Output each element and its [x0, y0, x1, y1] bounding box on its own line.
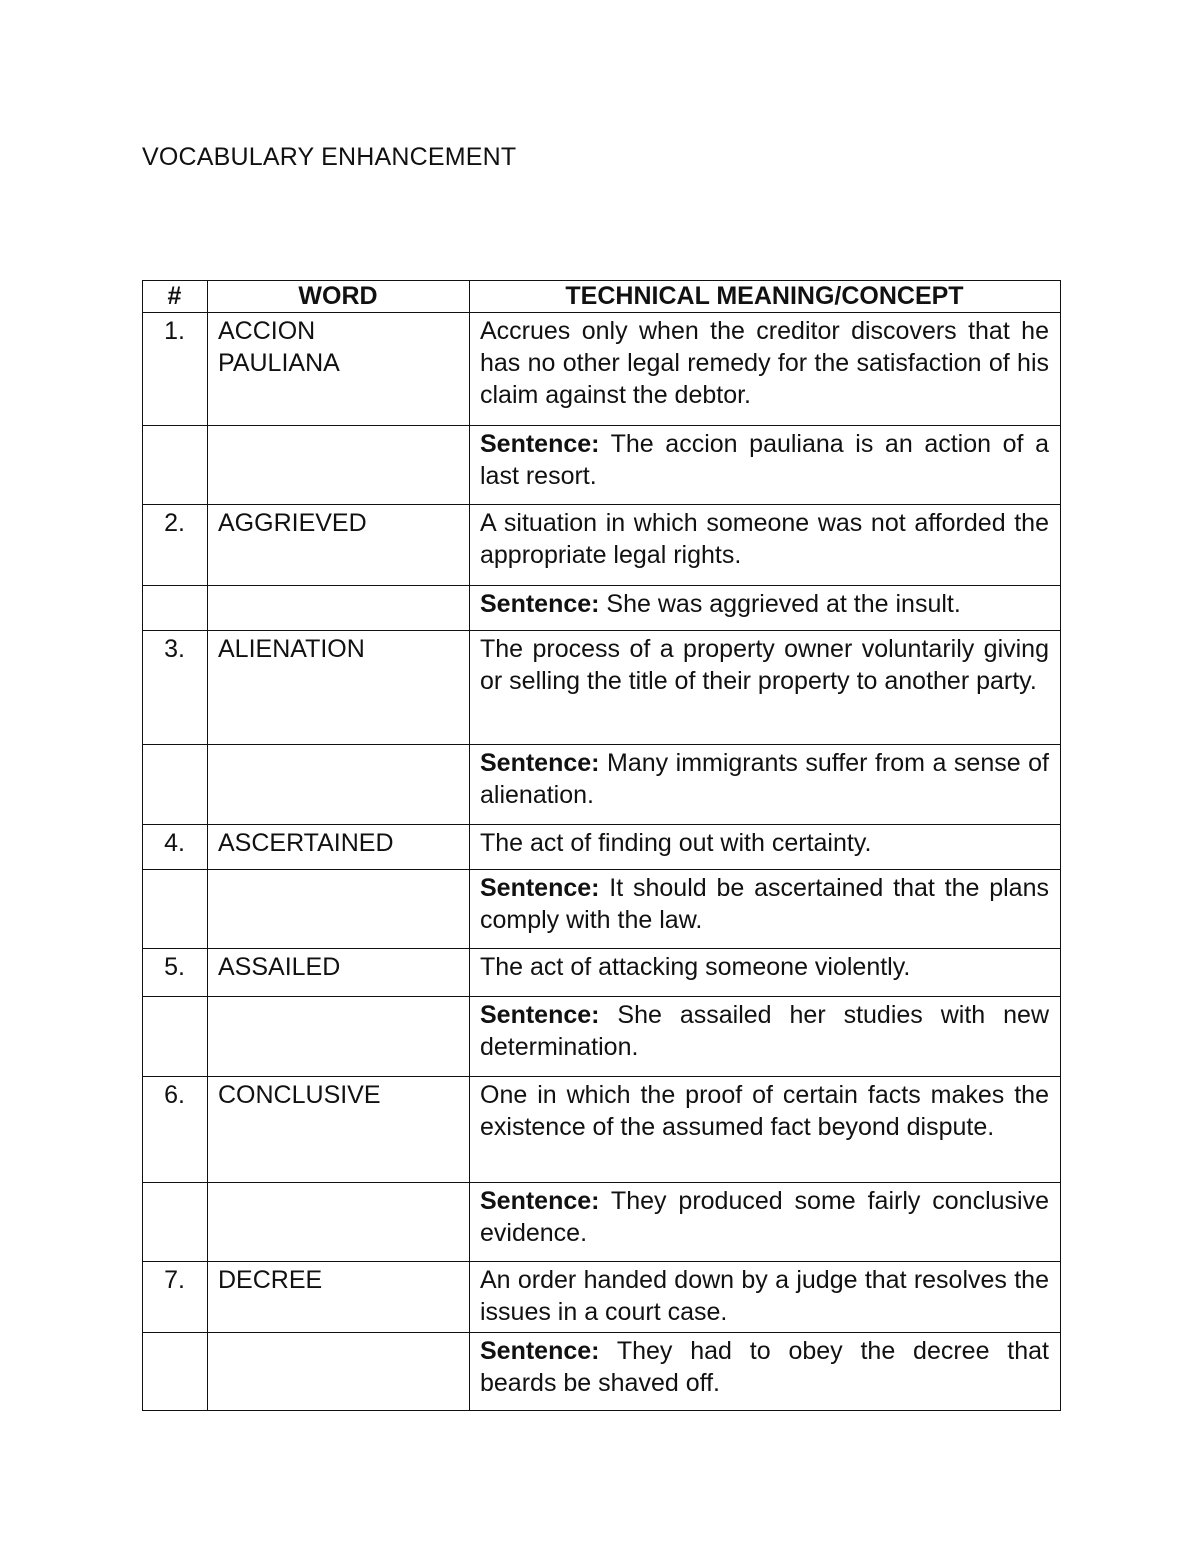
empty-cell: [208, 1183, 470, 1262]
entry-word-text: ACCION PAULIANA: [218, 317, 340, 377]
table-row: [143, 1077, 1061, 1183]
empty-cell: [143, 997, 208, 1077]
entry-number: 3.: [143, 631, 208, 745]
table-row: [143, 745, 1061, 825]
table-row: [143, 313, 1061, 426]
sentence-label: Sentence:: [480, 1001, 600, 1029]
entry-sentence: [470, 1183, 1061, 1262]
entry-number: 6.: [143, 1077, 208, 1183]
table-row: [143, 1262, 1061, 1333]
sentence-text: The accion pauliana is an action of a last resort.: [480, 430, 1049, 490]
sentence-label: Sentence:: [480, 874, 600, 902]
entry-sentence: [470, 745, 1061, 825]
empty-cell: [208, 745, 470, 825]
empty-cell: [143, 745, 208, 825]
sentence-label: Sentence:: [480, 430, 600, 458]
table-row: [143, 870, 1061, 949]
sentence-label: Sentence:: [480, 590, 600, 618]
entry-meaning: An order handed down by a judge that resolves the issues in a court case.: [470, 1262, 1061, 1333]
table-row: [143, 631, 1061, 745]
header-word: WORD: [208, 281, 470, 313]
entry-word: ASCERTAINED: [208, 825, 470, 870]
entry-meaning: The act of finding out with certainty.: [470, 825, 1061, 870]
sentence-text: They had to obey the decree that beards be shaved off.: [480, 1337, 1049, 1397]
empty-cell: [143, 1183, 208, 1262]
empty-cell: [143, 586, 208, 631]
table-row: [143, 586, 1061, 631]
table-row: [143, 825, 1061, 870]
empty-cell: [143, 426, 208, 505]
empty-cell: [208, 1333, 470, 1411]
sentence-label: Sentence:: [480, 749, 600, 777]
entry-meaning: One in which the proof of certain facts makes the existence of the assumed fact beyond dispute.: [470, 1077, 1061, 1183]
header-number: #: [143, 281, 208, 313]
entry-word: [208, 313, 470, 426]
table-header-row: [143, 281, 1061, 313]
empty-cell: [208, 870, 470, 949]
entry-number: 7.: [143, 1262, 208, 1333]
sentence-text: She was aggrieved at the insult.: [599, 590, 961, 618]
entry-sentence: [470, 1333, 1061, 1411]
entry-meaning: The act of attacking someone violently.: [470, 949, 1061, 997]
empty-cell: [208, 586, 470, 631]
entry-meaning: The process of a property owner voluntarily giving or selling the title of their property to another party.: [470, 631, 1061, 745]
table-row: [143, 505, 1061, 586]
empty-cell: [208, 997, 470, 1077]
entry-word: ALIENATION: [208, 631, 470, 745]
entry-meaning: Accrues only when the creditor discovers that he has no other legal remedy for the satisfaction of his claim against the debtor.: [470, 313, 1061, 426]
table-row: [143, 1183, 1061, 1262]
table-row: [143, 949, 1061, 997]
entry-word: DECREE: [208, 1262, 470, 1333]
entry-sentence: [470, 870, 1061, 949]
table-row: [143, 997, 1061, 1077]
entry-sentence: [470, 426, 1061, 505]
document-title: VOCABULARY ENHANCEMENT: [142, 143, 517, 171]
sentence-text: They produced some fairly conclusive evidence.: [480, 1187, 1049, 1247]
entry-meaning: A situation in which someone was not afforded the appropriate legal rights.: [470, 505, 1061, 586]
entry-sentence: [470, 586, 1061, 631]
sentence-text: It should be ascertained that the plans comply with the law.: [480, 874, 1049, 934]
vocabulary-table: [142, 280, 1061, 1411]
entry-word: AGGRIEVED: [208, 505, 470, 586]
entry-word: CONCLUSIVE: [208, 1077, 470, 1183]
header-meaning: TECHNICAL MEANING/CONCEPT: [470, 281, 1061, 313]
empty-cell: [143, 870, 208, 949]
entry-number: 4.: [143, 825, 208, 870]
entry-sentence: [470, 997, 1061, 1077]
table-row: [143, 1333, 1061, 1411]
entry-number: 2.: [143, 505, 208, 586]
sentence-label: Sentence:: [480, 1337, 600, 1365]
empty-cell: [208, 426, 470, 505]
sentence-label: Sentence:: [480, 1187, 600, 1215]
sentence-text: Many immigrants suffer from a sense of alienation.: [480, 749, 1049, 809]
entry-number: 5.: [143, 949, 208, 997]
sentence-text: She assailed her studies with new determination.: [480, 1001, 1049, 1061]
empty-cell: [143, 1333, 208, 1411]
table-row: [143, 426, 1061, 505]
entry-word: ASSAILED: [208, 949, 470, 997]
entry-number: 1.: [143, 313, 208, 426]
